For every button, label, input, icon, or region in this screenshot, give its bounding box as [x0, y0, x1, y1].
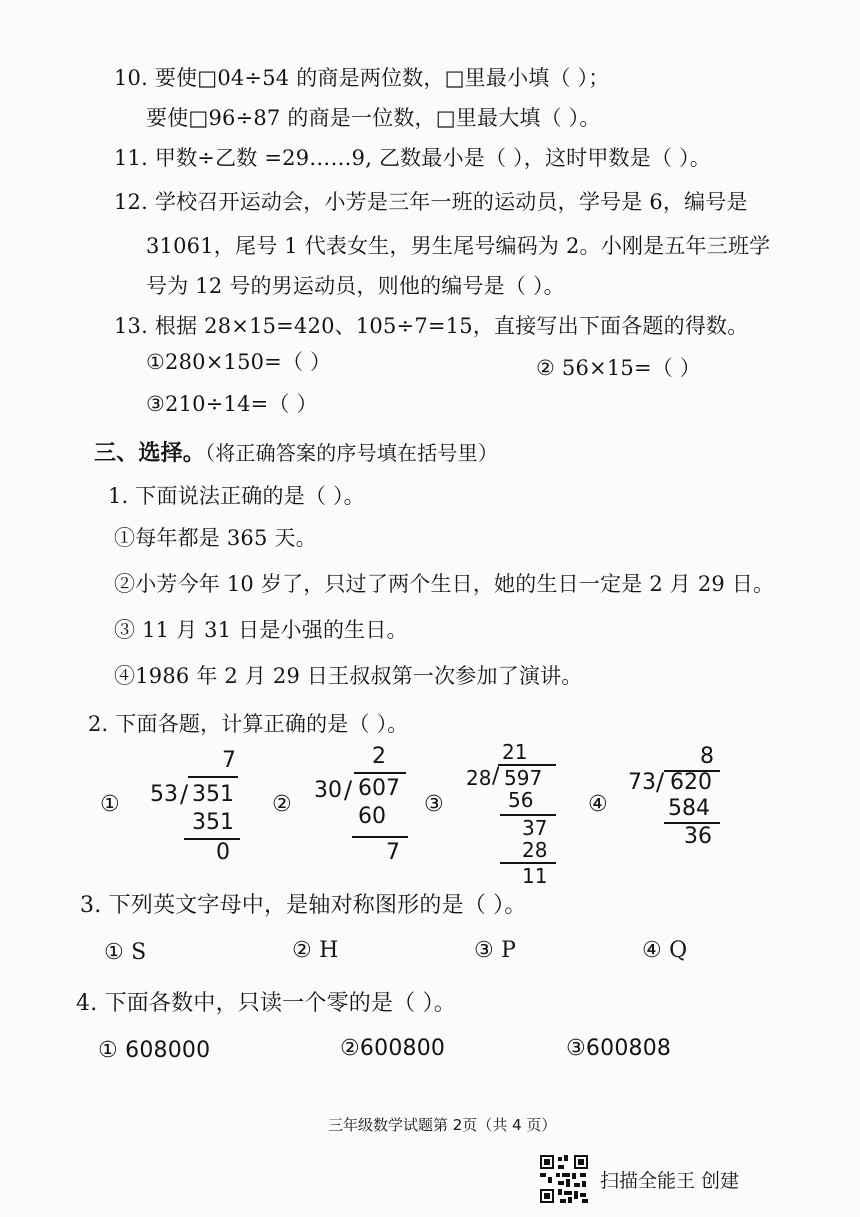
- q12-line2: 31061，尾号 1 代表女生，男生尾号编码为 2。小刚是五年三班学: [146, 234, 771, 258]
- long-division-1: [150, 748, 250, 868]
- q10-line1: 10. 要使□04÷54 的商是两位数，□里最小填（ ）；: [114, 66, 610, 90]
- d2-quotient: 2: [372, 744, 386, 769]
- d1-quotient: 7: [222, 748, 236, 773]
- d1-step1: 351: [192, 810, 234, 835]
- c3-opt-1: ① S: [104, 940, 147, 965]
- d1-remainder: 0: [216, 840, 230, 865]
- qr-code-icon: [538, 1153, 590, 1205]
- c3-stem: 3. 下列英文字母中，是轴对称图形的是（ ）。: [80, 893, 527, 918]
- d4-dividend: 620: [670, 770, 712, 795]
- q11: 11. 甲数÷乙数 =29……9, 乙数最小是（ ），这时甲数是（ ）。: [114, 146, 711, 170]
- scanner-watermark: 扫描全能王 创建: [600, 1170, 740, 1192]
- d3-remainder: 11: [522, 864, 548, 888]
- c2-marker-2: ②: [272, 792, 292, 817]
- long-division-4: [628, 744, 728, 856]
- d4-remainder: 36: [684, 824, 712, 849]
- c2-marker-4: ④: [588, 792, 608, 817]
- c1-opt2: ②小芳今年 10 岁了，只过了两个生日，她的生日一定是 2 月 29 日。: [114, 572, 775, 596]
- d3-step3: 28: [522, 838, 548, 862]
- c2-marker-1: ①: [100, 792, 120, 817]
- d4-bracket: /: [656, 768, 665, 796]
- c3-opt-4: ④ Q: [642, 938, 688, 963]
- q12-line3: 号为 12 号的男运动员，则他的编号是（ ）。: [146, 274, 565, 298]
- c1-opt3: ③ 11 月 31 日是小强的生日。: [114, 618, 408, 642]
- d2-divisor: 30: [314, 778, 342, 803]
- d2-bracket: /: [344, 776, 353, 804]
- section3-note: （将正确答案的序号填在括号里）: [205, 441, 499, 465]
- c4-opt-3: ③600808: [566, 1036, 672, 1061]
- section3-title: 三、选择。: [94, 440, 206, 466]
- c2-stem: 2. 下面各题，计算正确的是（ ）。: [88, 712, 409, 736]
- section3-heading: [94, 436, 498, 467]
- c3-opt-2: ② H: [292, 938, 339, 963]
- long-division-2: [314, 744, 414, 868]
- d2-dividend: 607: [358, 776, 400, 801]
- d4-divisor: 73: [628, 770, 656, 795]
- d3-quotient: 21: [502, 740, 528, 764]
- c2-marker-3: ③: [424, 792, 444, 817]
- d3-divisor: 28: [466, 766, 492, 790]
- c4-stem: 4. 下面各数中，只读一个零的是（ ）。: [76, 991, 456, 1016]
- d2-step1: 60: [358, 804, 386, 829]
- q13-b: ② 56×15=（ ）: [536, 356, 702, 380]
- d3-dividend: 597: [504, 766, 543, 790]
- c1-opt4: ④1986 年 2 月 29 日王叔叔第一次参加了演讲。: [114, 664, 583, 688]
- d3-step2: 37: [522, 816, 548, 840]
- page-footer: 三年级数学试题第 2页（共 4 页）: [328, 1116, 557, 1134]
- d1-divisor: 53: [150, 782, 178, 807]
- c4-opt-1: ① 608000: [98, 1038, 211, 1063]
- d4-quotient: 8: [700, 744, 714, 769]
- long-division-3: [466, 740, 566, 888]
- q10-line2: 要使□96÷87 的商是一位数，□里最大填（ ）。: [146, 106, 601, 130]
- d3-step1: 56: [508, 788, 534, 812]
- d2-remainder: 7: [386, 840, 400, 865]
- q13-c: ③210÷14=（ ）: [146, 392, 318, 416]
- c3-opt-3: ③ P: [474, 938, 517, 963]
- d1-bracket: /: [180, 780, 189, 808]
- d3-bracket: /: [492, 764, 500, 789]
- d4-step1: 584: [668, 796, 710, 821]
- q13-stem: 13. 根据 28×15=420、105÷7=15，直接写出下面各题的得数。: [114, 314, 749, 338]
- q12-line1: 12. 学校召开运动会，小芳是三年一班的运动员，学号是 6，编号是: [114, 190, 748, 214]
- c4-opt-2: ②600800: [340, 1036, 446, 1061]
- q13-a: ①280×150=（ ）: [146, 350, 332, 374]
- c1-opt1: ①每年都是 365 天。: [114, 526, 317, 550]
- d1-dividend: 351: [192, 782, 234, 807]
- c1-stem: 1. 下面说法正确的是（ ）。: [108, 484, 365, 508]
